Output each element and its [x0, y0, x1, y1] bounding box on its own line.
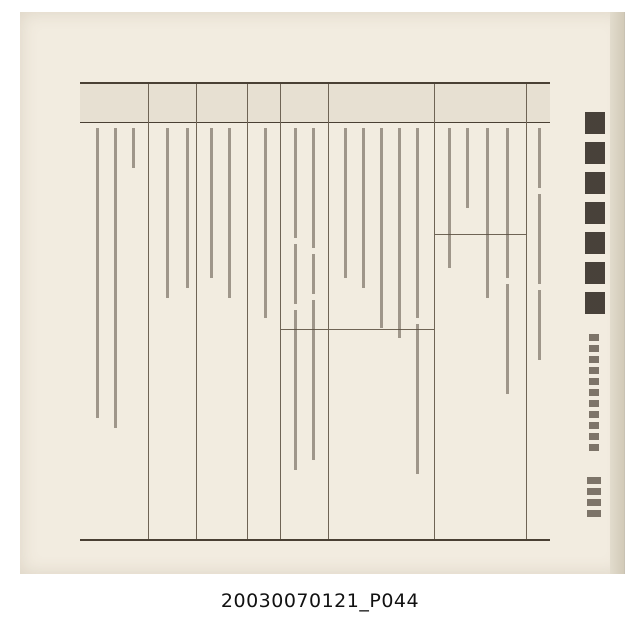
- column-divider: [328, 84, 329, 539]
- column-text: [160, 128, 174, 523]
- column-text: [222, 128, 236, 523]
- column-text: [338, 128, 352, 523]
- column-text: [90, 128, 104, 523]
- column-text: [108, 128, 122, 523]
- column-text: [204, 128, 218, 523]
- image-caption: 20030070121_P044: [220, 590, 420, 612]
- column-text: [180, 128, 194, 523]
- document-page: [20, 12, 625, 574]
- column-text: [288, 128, 302, 523]
- column-text: [442, 128, 456, 523]
- title-block: [575, 82, 615, 537]
- main-title-glyphs: [585, 112, 605, 322]
- author-glyphs: [587, 477, 601, 517]
- column-text: [392, 128, 406, 523]
- column-divider: [148, 84, 149, 539]
- column-divider: [196, 84, 197, 539]
- column-text: [410, 128, 424, 523]
- subtitle-glyphs: [589, 334, 599, 454]
- column-text: [126, 128, 140, 523]
- column-text: [532, 128, 546, 523]
- column-divider: [434, 84, 435, 539]
- column-text: [356, 128, 370, 523]
- table-header-band: [80, 84, 550, 123]
- column-text: [306, 128, 320, 523]
- column-text: [374, 128, 388, 523]
- column-divider: [526, 84, 527, 539]
- column-divider: [280, 84, 281, 539]
- column-text: [480, 128, 494, 523]
- schedule-table: [80, 82, 550, 541]
- column-text: [258, 128, 272, 523]
- column-divider: [247, 84, 248, 539]
- column-text: [460, 128, 474, 523]
- column-text: [500, 128, 514, 523]
